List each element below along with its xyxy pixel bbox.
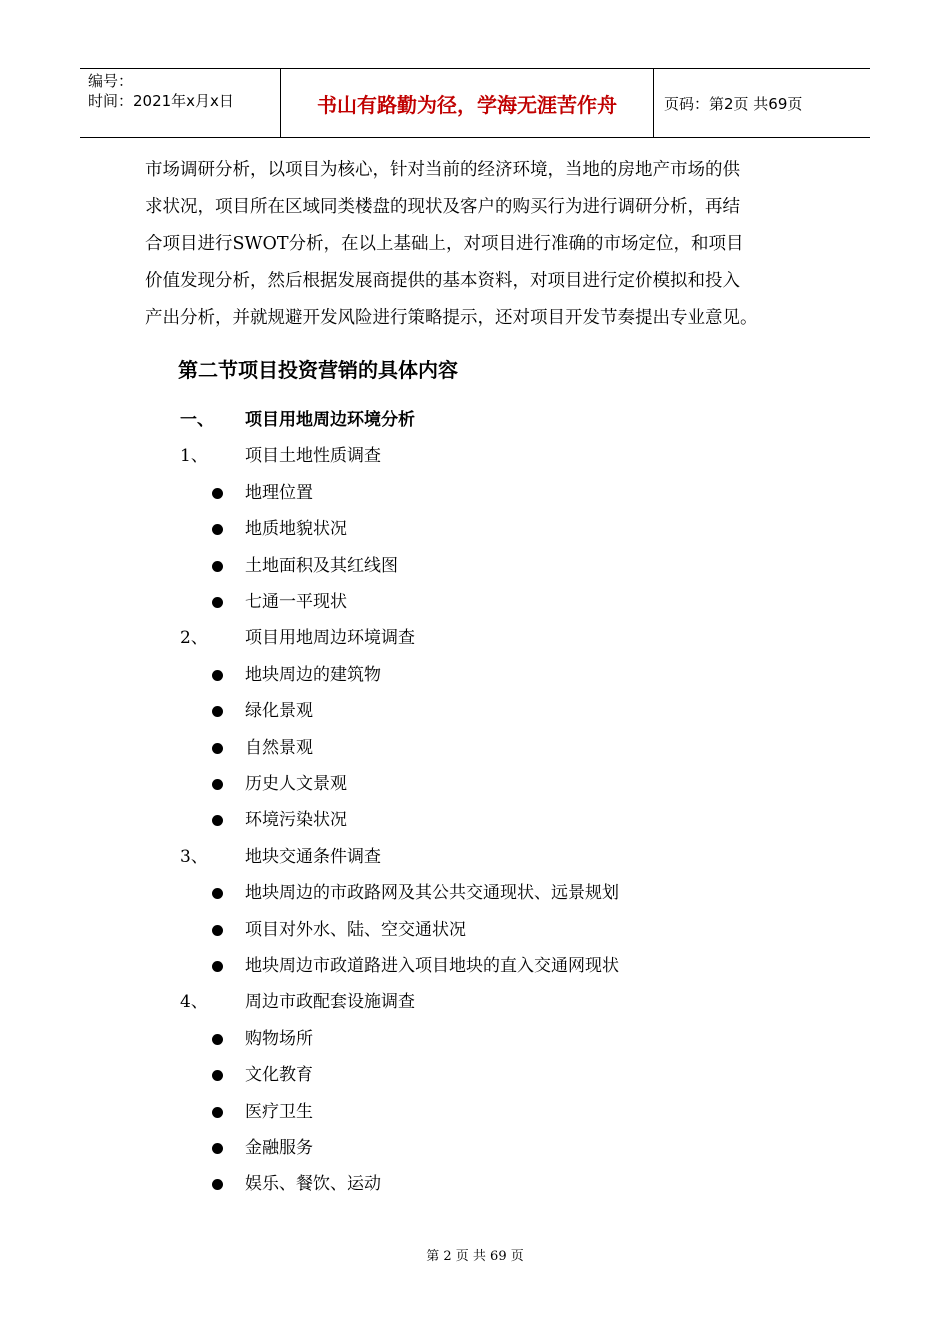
page-header	[80, 68, 870, 138]
page-footer: 第 2 页 共 69 页	[426, 1249, 524, 1264]
intro-paragraph	[145, 152, 805, 337]
outline-text: 项目用地周边环境分析	[245, 410, 415, 430]
bullet-icon	[212, 1143, 223, 1154]
outline-text: 七通一平现状	[245, 592, 347, 612]
intro-line: 价值发现分析，然后根据发展商提供的基本资料，对项目进行定价模拟和投入	[145, 271, 740, 291]
bullet-icon	[212, 1070, 223, 1081]
outline-text: 地块周边的建筑物	[245, 664, 381, 685]
header-meta	[80, 69, 281, 137]
outline-number: 4、	[180, 992, 208, 1013]
outline-text: 医疗卫生	[245, 1101, 313, 1122]
outline-number: 1、	[180, 446, 208, 467]
bullet-icon	[212, 1107, 223, 1118]
bullet-icon	[212, 524, 223, 535]
outline-text: 娱乐、餐饮、运动	[245, 1174, 381, 1195]
bullet-icon	[212, 1179, 223, 1190]
outline-text: 地块周边的市政路网及其公共交通现状、远景规划	[245, 883, 619, 904]
outline-number: 一、	[180, 410, 214, 430]
bullet-icon	[212, 597, 223, 608]
outline-text: 项目用地周边环境调查	[245, 628, 415, 649]
bullet-icon	[212, 1034, 223, 1045]
bullet-icon	[212, 815, 223, 826]
intro-line: 合项目进行SWOT分析，在以上基础上，对项目进行准确的市场定位，和项目	[145, 234, 744, 254]
bullet-icon	[212, 925, 223, 936]
outline-text: 项目土地性质调查	[245, 446, 381, 467]
outline-text: 历史人文景观	[245, 774, 347, 794]
document-date: 时间：2021年x月x日	[88, 92, 234, 110]
outline-text: 文化教育	[245, 1065, 313, 1086]
outline-text: 地块交通条件调查	[245, 846, 381, 867]
outline-text: 项目对外水、陆、空交通状况	[245, 919, 466, 940]
outline-text: 购物场所	[245, 1028, 313, 1049]
outline-text: 绿化景观	[245, 701, 313, 722]
bullet-icon	[212, 779, 223, 790]
outline-text: 周边市政配套设施调查	[245, 992, 415, 1013]
outline-text: 土地面积及其红线图	[245, 555, 398, 576]
outline-text: 地质地貌状况	[245, 519, 347, 540]
section-title: 第二节项目投资营销的具体内容	[178, 358, 458, 382]
outline-number: 2、	[180, 628, 208, 649]
bullet-icon	[212, 888, 223, 899]
outline-number: 3、	[180, 846, 208, 867]
bullet-icon	[212, 670, 223, 681]
bullet-icon	[212, 706, 223, 717]
intro-line: 产出分析，并就规避开发风险进行策略提示，还对项目开发节奏提出专业意见。	[145, 308, 758, 328]
intro-line: 市场调研分析，以项目为核心，针对当前的经济环境，当地的房地产市场的供	[145, 160, 740, 180]
outline-text: 金融服务	[245, 1138, 313, 1158]
outline-text: 环境污染状况	[245, 810, 347, 831]
outline-text: 自然景观	[245, 737, 313, 758]
outline-text: 地理位置	[245, 482, 313, 503]
bullet-icon	[212, 743, 223, 754]
bullet-icon	[212, 961, 223, 972]
outline-text: 地块周边市政道路进入项目地块的直入交通网现状	[245, 956, 619, 976]
header-motto: 书山有路勤为径，学海无涯苦作舟	[281, 69, 654, 137]
bullet-icon	[212, 561, 223, 572]
intro-line: 求状况，项目所在区域同类楼盘的现状及客户的购买行为进行调研分析，再结	[145, 197, 740, 217]
header-page-info: 页码：第2页 共69页	[664, 94, 803, 113]
bullet-icon	[212, 488, 223, 499]
document-number: 编号：	[88, 72, 134, 90]
